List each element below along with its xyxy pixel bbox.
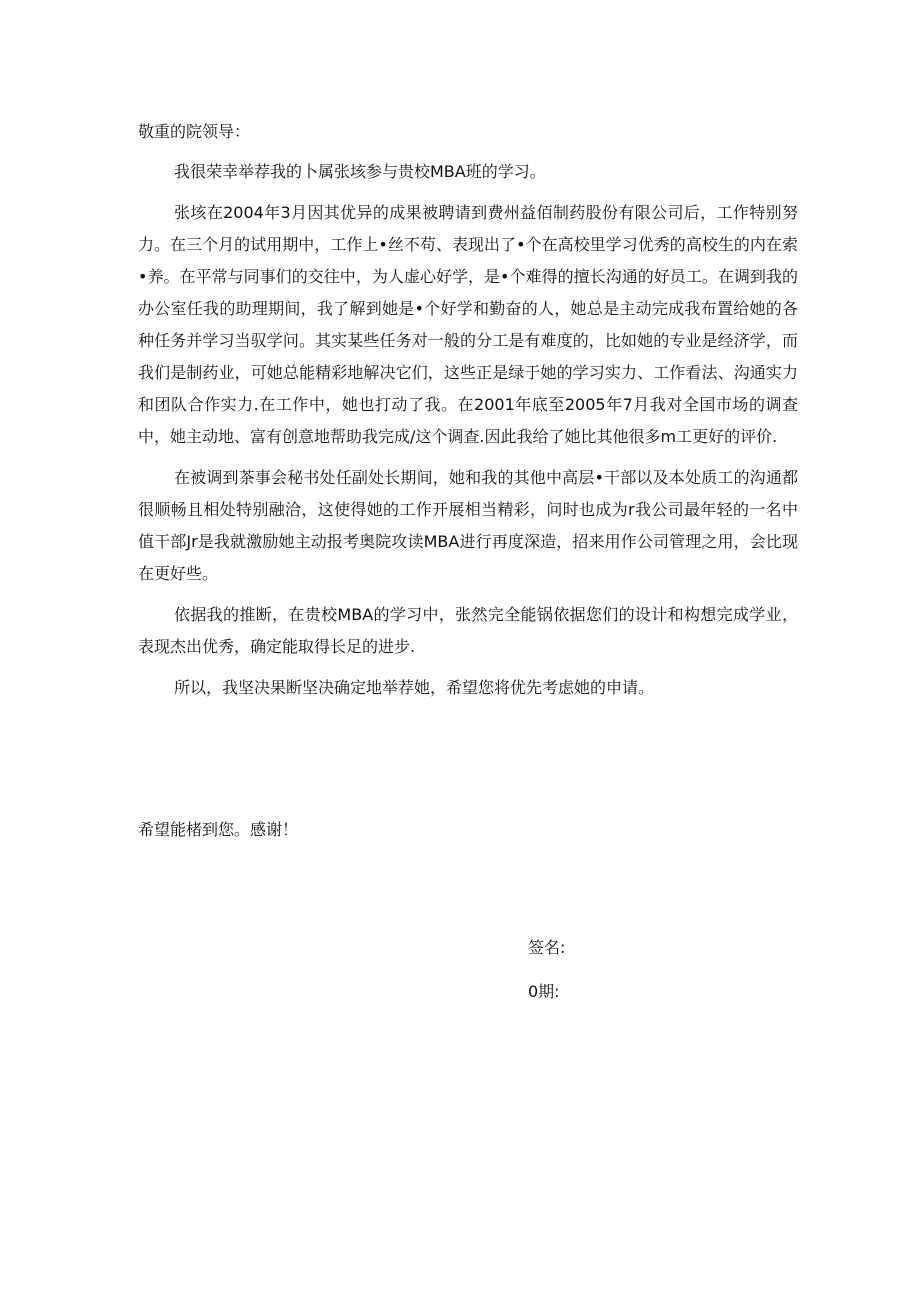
date-label: 0期: <box>528 982 560 1001</box>
signature-label: 签名: <box>528 938 566 957</box>
paragraph-secretariat: 在被调到茶事会秘书处任副处长期间，她和我的其他中高层•干部以及本处质工的沟通都很顺畅且相处特别融洽，这使得她的工作开展相当精彩，问时也成为r我公司最年轻的一名中值干部Jr是我就激励她主动报考奥院攻读MBA进行再度深造，招来用作公司管理之用，会比现在更好些。 <box>138 468 798 583</box>
paragraph-judgement: 依据我的推断，在贵校MBA的学习中，张然完全能锅依据您们的设计和构想完成学业，表现杰出优秀，确定能取得长足的进步. <box>138 605 798 656</box>
letter-body <box>138 156 798 713</box>
paragraph-recommendation: 所以，我坚决果断坚决确定地举荐她，希望您将优先考虑她的申请。 <box>174 678 655 697</box>
paragraph-intro: 我很荣幸举荐我的卜属张垓参与贵校MBA班的学习。 <box>174 162 546 181</box>
paragraph-work-performance: 张垓在2004年3月因其优异的成果被聘请到费州益佰制药股份有限公司后，工作特别努力。在三个月的试用期中，工作上•丝不苟、表现出了•个在高校里学习优秀的高校生的内在索•养。在平常与同事们的交往中，为人虚心好学，是•个难得的擅长沟通的好员工。在调到我的办公室任我的助理期间，我了解到她是•个好学和勤奋的人，她总是主动完成我布置给她的各种任务并学习当驭学问。其实某些任务对一般的分工是有难度的，比如她的专业是经济学，而我们是制药业，可她总能精彩地解决它们，这些正是绿于她的学习实力、工作看法、沟通实力和团队合作实力.在工作中，她也打动了我。在2001年底至2005年7月我对全国市场的调查中，她主动地、富有创意地帮助我完成/这个调查.因此我给了她比其他很多m工更好的评价. <box>138 203 798 446</box>
closing-line: 希望能楮到您。感谢！ <box>138 820 299 839</box>
salutation: 敬重的院领导： <box>138 122 251 141</box>
